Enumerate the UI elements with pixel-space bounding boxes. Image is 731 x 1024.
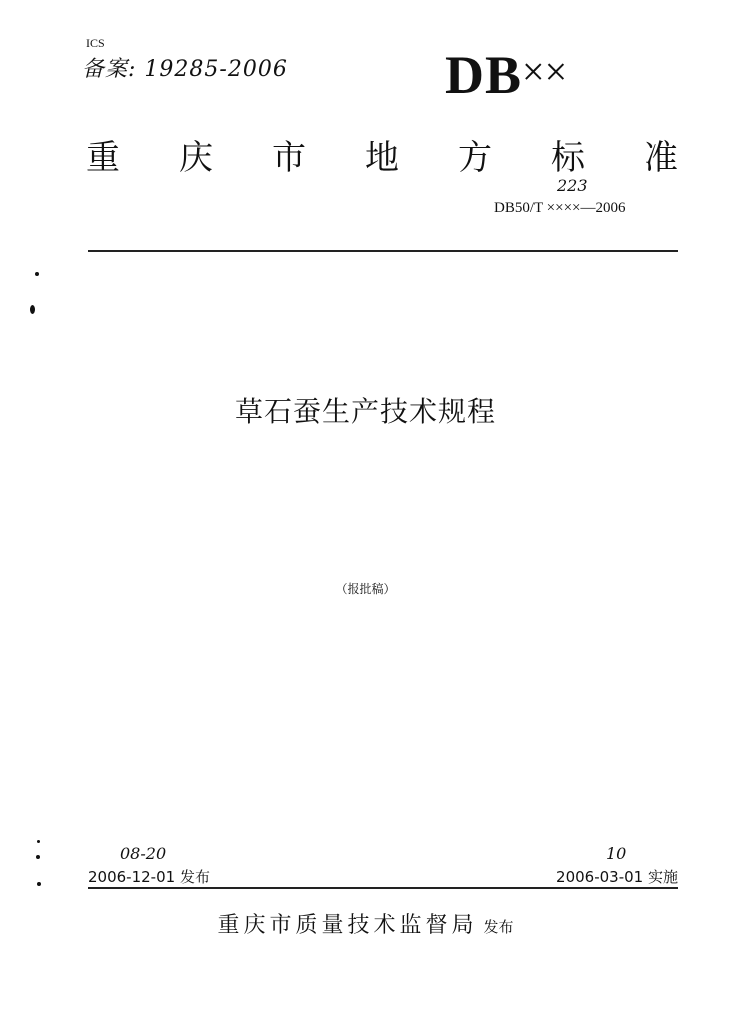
standard-title-char: 市 bbox=[272, 138, 306, 178]
db-logo-suffix: ×× bbox=[522, 49, 568, 94]
standard-title-char: 标 bbox=[551, 138, 585, 178]
standard-title-char: 准 bbox=[644, 138, 678, 178]
scan-speck bbox=[36, 855, 40, 859]
scan-speck bbox=[35, 272, 39, 276]
top-divider bbox=[88, 250, 678, 252]
standard-number: DB50/T ××××—2006 bbox=[494, 200, 626, 216]
scan-speck bbox=[37, 840, 40, 843]
scan-speck bbox=[30, 305, 35, 314]
ics-label: ICS bbox=[86, 36, 105, 50]
standard-title-char: 方 bbox=[458, 138, 492, 178]
document-title: 草石蚕生产技术规程 bbox=[234, 395, 496, 428]
publish-date: 2006-12-01 发布 bbox=[88, 868, 210, 886]
implement-date: 2006-03-01 实施 bbox=[556, 868, 678, 886]
standard-number-handwritten: 223 bbox=[557, 176, 588, 195]
implement-date-handwritten: 10 bbox=[606, 844, 627, 863]
issuer bbox=[0, 908, 731, 939]
standard-title-char: 庆 bbox=[179, 138, 213, 178]
record-number: 备案: 19285-2006 bbox=[82, 57, 288, 82]
draft-note: （报批稿） bbox=[335, 582, 396, 596]
standard-title-char: 重 bbox=[86, 138, 120, 178]
bottom-divider bbox=[88, 887, 678, 889]
issuer-suffix: 发布 bbox=[483, 918, 514, 936]
db-logo bbox=[445, 45, 568, 105]
issuer-name: 重庆市质量技术监督局 bbox=[217, 913, 478, 938]
scan-speck bbox=[37, 882, 41, 886]
standard-title bbox=[86, 130, 678, 179]
publish-date-handwritten: 08-20 bbox=[120, 844, 167, 863]
standard-title-char: 地 bbox=[365, 138, 399, 178]
db-logo-letters: DB bbox=[445, 45, 523, 105]
